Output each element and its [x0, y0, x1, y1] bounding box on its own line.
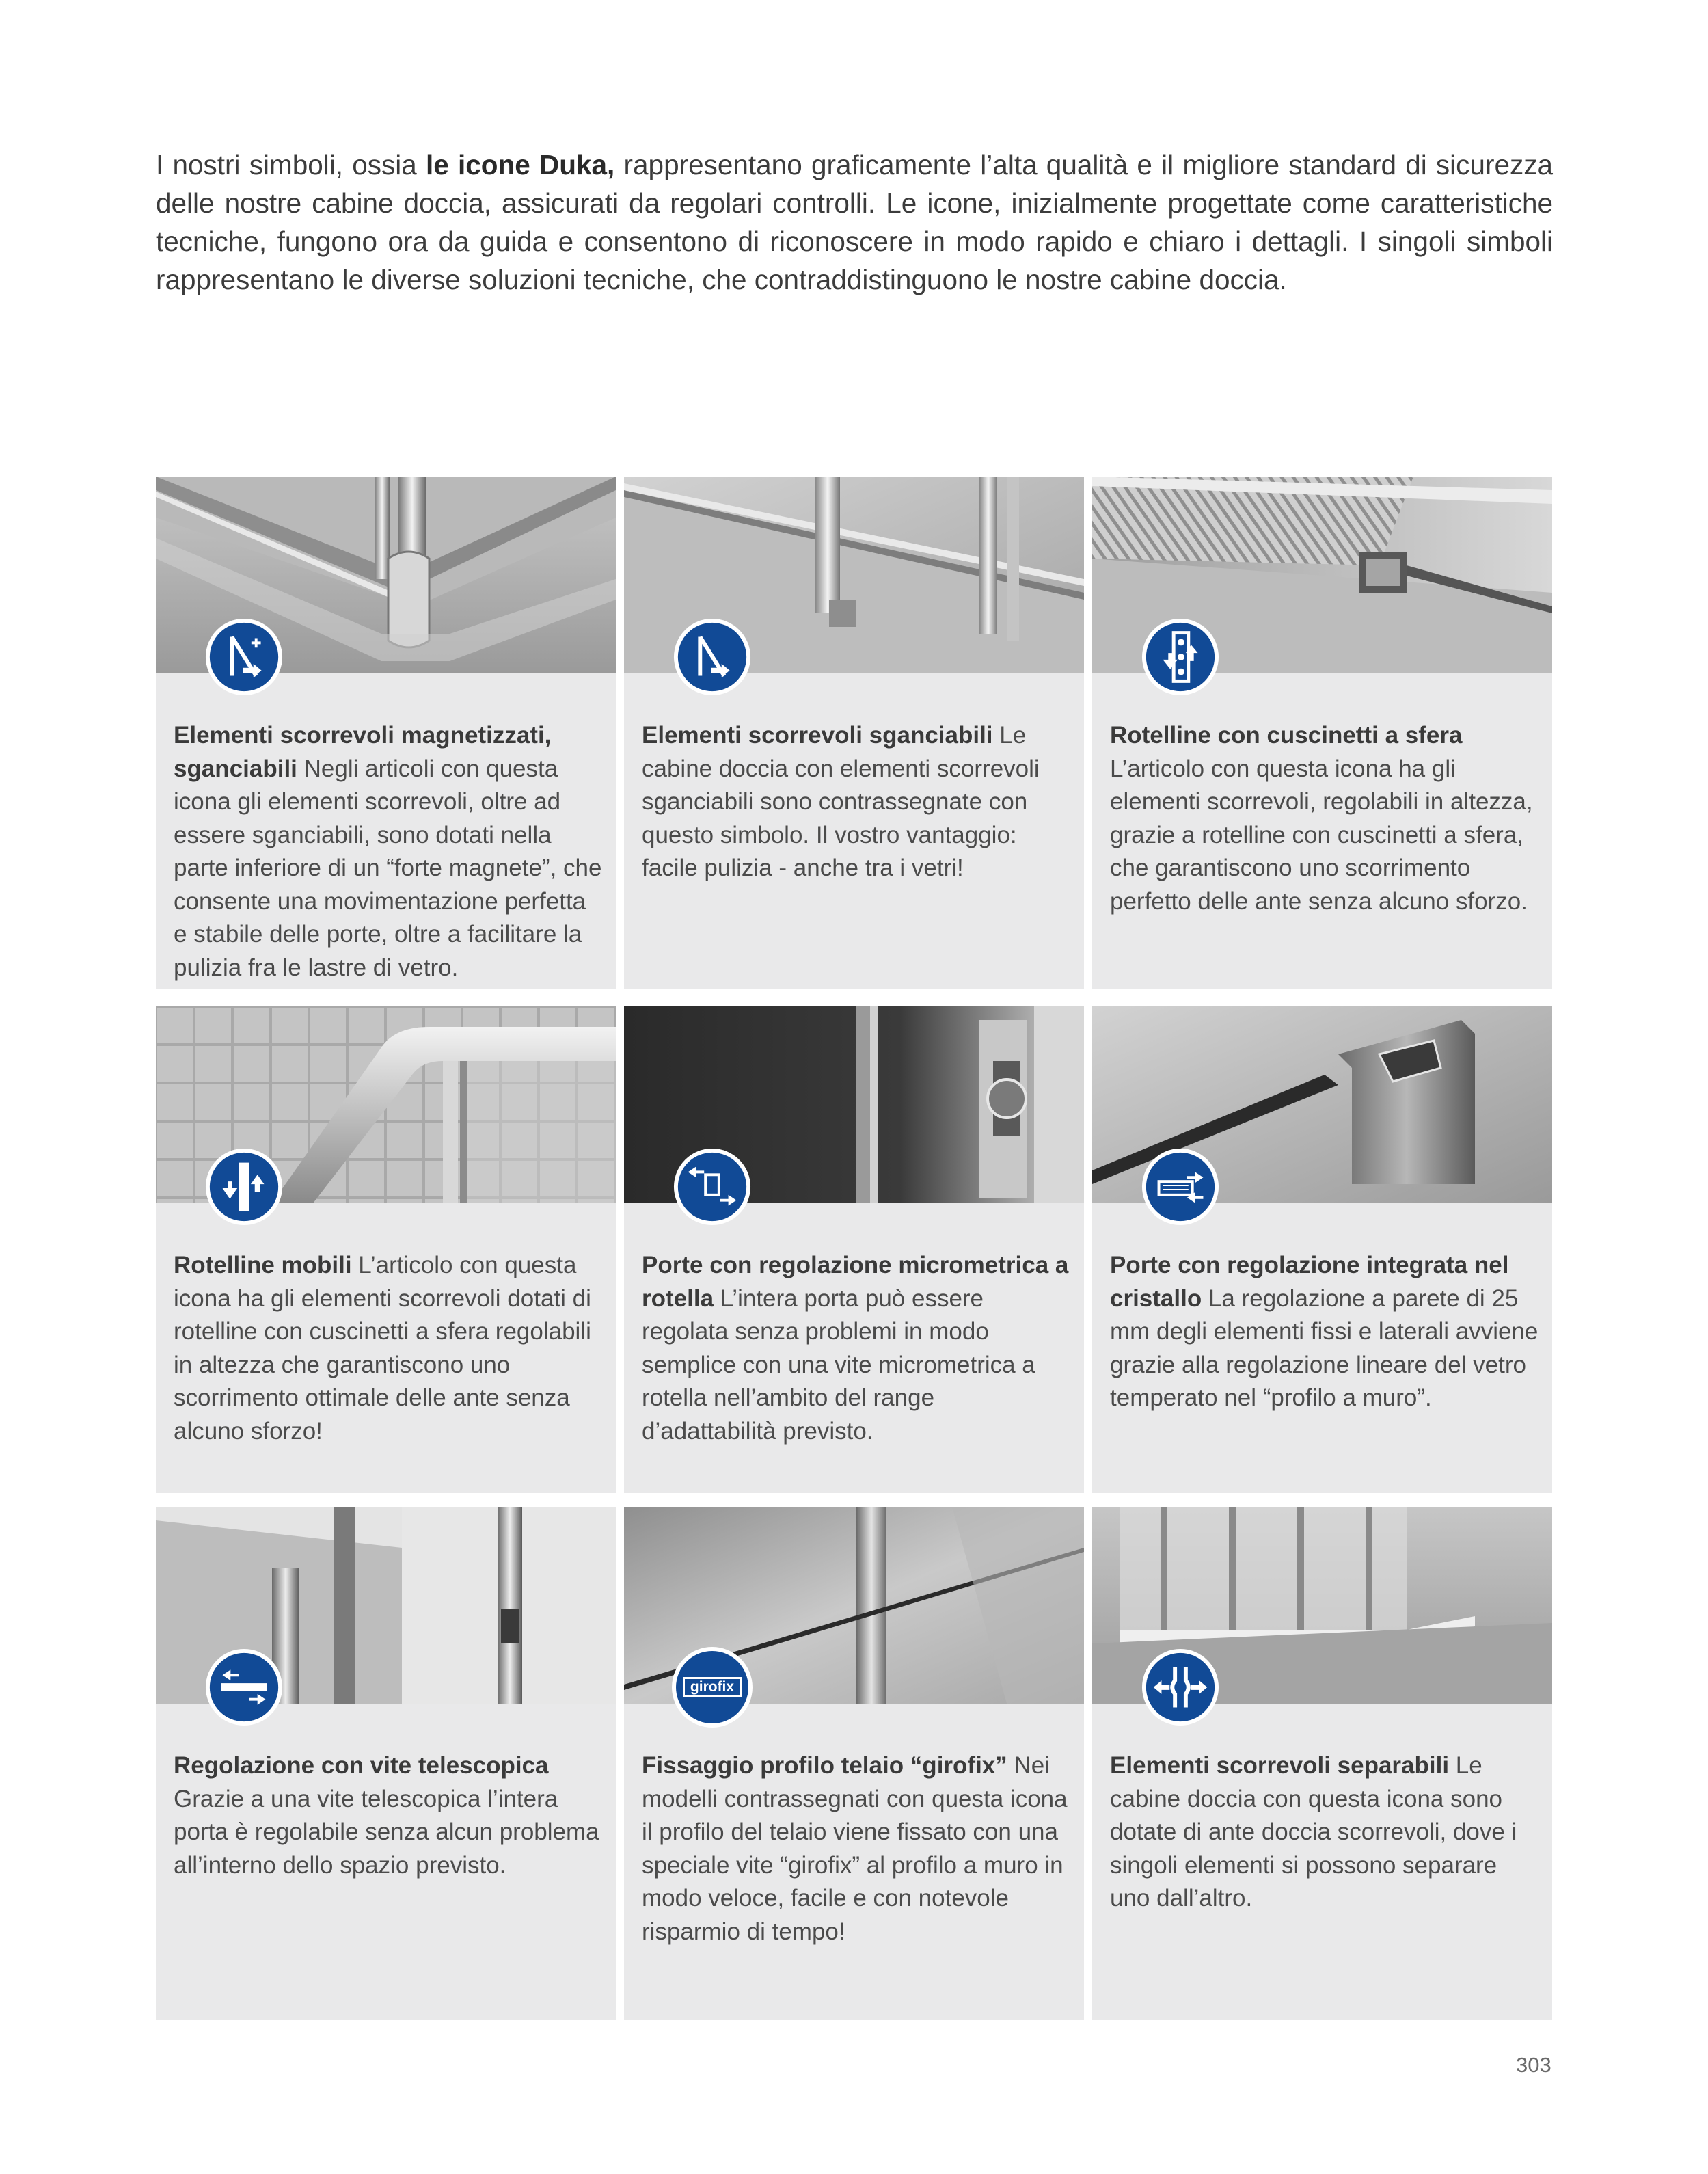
separable-sliding-icon: [1140, 1647, 1221, 1728]
feature-text-9: [1110, 1749, 1539, 1916]
feature-text-8: [642, 1749, 1071, 1948]
glass-adjustment-icon: [1140, 1146, 1221, 1227]
feature-text-2: [642, 719, 1071, 885]
feature-body-6: La regolazione a parete di 25 mm degli elementi fissi e laterali avviene grazie alla regolazione lineare del vetro temperato nel “profilo a muro”.: [1110, 1285, 1538, 1411]
feature-card-8: [624, 1507, 1084, 2020]
feature-body-9: Le cabine doccia con questa icona sono dotate di ante doccia scorrevoli, dove i singoli elementi si possono separare uno dall’altro.: [1110, 1752, 1517, 1911]
telescopic-screw-icon: [204, 1647, 284, 1728]
detachable-sliding-icon: [672, 617, 753, 697]
intro-post: rappresentano graficamente l’alta qualità e il migliore standard di sicurezza delle nostre cabine doccia, assicurati da regolari controlli. Le icone, inizialmente progettate come caratteristiche tecniche, fungono ora da guida e consentono di riconoscere in modo rapido e chiaro i dettagli. I singoli simboli rappresentano le diverse soluzioni tecniche, che contraddistinguono le nostre cabine doccia.: [156, 149, 1553, 295]
page-number: 303: [1516, 2053, 1551, 2077]
feature-text-5: [642, 1249, 1071, 1448]
feature-card-4: [156, 1006, 616, 1493]
feature-card-7: [156, 1507, 616, 2020]
feature-body-5: L’intera porta può essere regolata senza problemi in modo semplice con una vite micrometrica a rotella nell’ambito del range d’adattabilità previsto.: [642, 1285, 1035, 1445]
feature-body-1: Negli articoli con questa icona gli elementi scorrevoli, oltre ad essere sganciabili, sono dotati nella parte inferiore di un “forte magnete”, che consente una movimentazione perfetta e stabile delle porte, oltre a facilitare la pulizia fra le lastre di vetro.: [174, 755, 602, 981]
feature-title-6: Porte con regolazione integrata nel cristallo: [1110, 1252, 1509, 1312]
feature-text-3: [1110, 719, 1539, 918]
feature-title-8: Fissaggio profilo telaio “girofix”: [642, 1752, 1007, 1779]
feature-card-9: [1092, 1507, 1552, 2020]
feature-card-6: [1092, 1006, 1552, 1493]
feature-title-9: Elementi scorrevoli separabili: [1110, 1752, 1450, 1779]
feature-title-7: Regolazione con vite telescopica: [174, 1752, 549, 1779]
micrometric-adjustment-icon: [672, 1146, 753, 1227]
feature-body-8: Nei modelli contrassegnati con questa icona il profilo del telaio viene fissato con una speciale vite “girofix” al profilo a muro in modo veloce, facile e con notevole risparmio di tempo!: [642, 1752, 1068, 1945]
feature-body-7: Grazie a una vite telescopica l’intera porta è regolabile senza alcun problema all’interno dello spazio previsto.: [174, 1785, 599, 1879]
ball-bearing-rollers-icon: [1140, 617, 1221, 697]
feature-body-3: L’articolo con questa icona ha gli elementi scorrevoli, regolabili in altezza, grazie a rotelline con cuscinetti a sfera, che garantiscono uno scorrimento perfetto delle ante senza alcuno sforzo.: [1110, 755, 1533, 915]
movable-rollers-icon: [204, 1146, 284, 1227]
intro-paragraph: [156, 146, 1553, 299]
feature-title-3: Rotelline con cuscinetti a sfera: [1110, 722, 1463, 749]
feature-body-4: L’articolo con questa icona ha gli elementi scorrevoli dotati di rotelline con cuscinetti a sfera regolabili in altezza che garantiscono uno scorrimento ottimale delle ante senza alcuno sforzo!: [174, 1252, 591, 1445]
feature-card-5: [624, 1006, 1084, 1493]
feature-title-1: Elementi scorrevoli magnetizzati, sganciabili: [174, 722, 552, 782]
intro-bold: le icone Duka,: [426, 149, 615, 180]
girofix-icon: girofix: [683, 1677, 742, 1697]
feature-text-7: [174, 1749, 603, 1882]
feature-card-2: [624, 477, 1084, 989]
girofix-icon-badge: [672, 1647, 753, 1728]
feature-card-3: [1092, 477, 1552, 989]
feature-card-1: [156, 477, 616, 989]
feature-text-1: [174, 719, 603, 984]
feature-text-4: [174, 1249, 603, 1448]
feature-title-4: Rotelline mobili: [174, 1252, 352, 1278]
feature-title-2: Elementi scorrevoli sganciabili: [642, 722, 993, 749]
magnetic-sliding-icon: [204, 617, 284, 697]
feature-title-5: Porte con regolazione micrometrica a rotella: [642, 1252, 1069, 1312]
feature-body-2: Le cabine doccia con elementi scorrevoli sganciabili sono contrassegnate con questo simbolo. Il vostro vantaggio: facile pulizia - anche tra i vetri!: [642, 722, 1040, 881]
feature-text-6: [1110, 1249, 1539, 1415]
intro-pre: I nostri simboli, ossia: [156, 149, 426, 180]
